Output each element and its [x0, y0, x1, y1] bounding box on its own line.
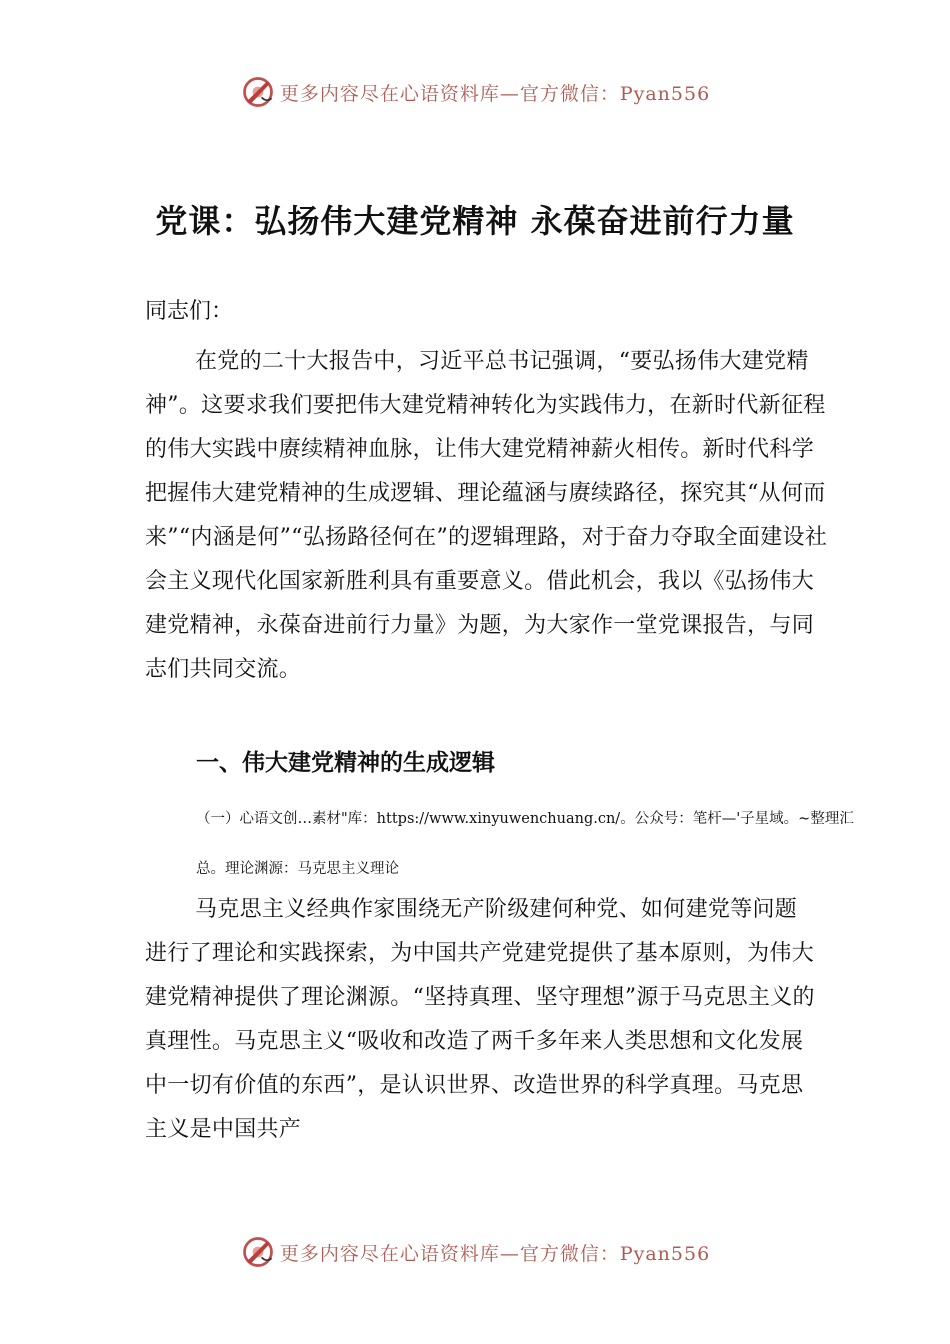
- logo-icon: [240, 1234, 276, 1270]
- paragraph-1: 在党的二十大报告中，习近平总书记强调，“要弘扬伟大建党精神”。这要求我们要把伟大建党精神转化为实践伟力，在新时代新征程的伟大实践中赓续精神血脉，让伟大建党精神薪火相传。新时代科学把握伟大建党精神的生成逻辑、理论蕴涵与赓续路径，探究其“从何而来”“内涵是何”“弘扬路径何在”的逻辑理路，对于奋力夺取全面建设社会主义现代化国家新胜利具有重要意义。借此机会，我以《弘扬伟大建党精神，永葆奋进前行力量》为题，为大家作一堂党课报告，与同志们共同交流。: [145, 349, 828, 682]
- paragraph-2: 马克思主义经典作家围绕无产阶级建何种党、如何建党等问题进行了理论和实践探索，为中国共产党建党提供了基本原则，为伟大建党精神提供了理论渊源。“坚持真理、坚守理想”源于马克思主义的真理性。马克思主义“吸收和改造了两千多年来人类思想和文化发展中一切有价值的东西”，是认识世界、改造世界的科学真理。马克思主义是中国共产: [145, 897, 815, 1142]
- logo-icon: [240, 74, 276, 110]
- document-title: 党课：弘扬伟大建党精神 永葆奋进前行力量: [155, 202, 795, 240]
- salutation: 同志们：: [145, 299, 234, 324]
- subsection-1-heading: （一）心语文创…素材"库：https://www.xinyuwenchuang.cn/。公众号：笔杆—'子星域。~整理汇总。理论渊源：马克思主义理论: [196, 811, 854, 877]
- header-banner: [0, 70, 950, 114]
- section-1-heading: 一、伟大建党精神的生成逻辑: [196, 750, 495, 776]
- footer-banner: [0, 1230, 950, 1274]
- header-banner-text: 更多内容尽在心语资料库—官方微信：Pyan556: [279, 82, 711, 105]
- footer-banner-text: 更多内容尽在心语资料库—官方微信：Pyan556: [279, 1242, 711, 1265]
